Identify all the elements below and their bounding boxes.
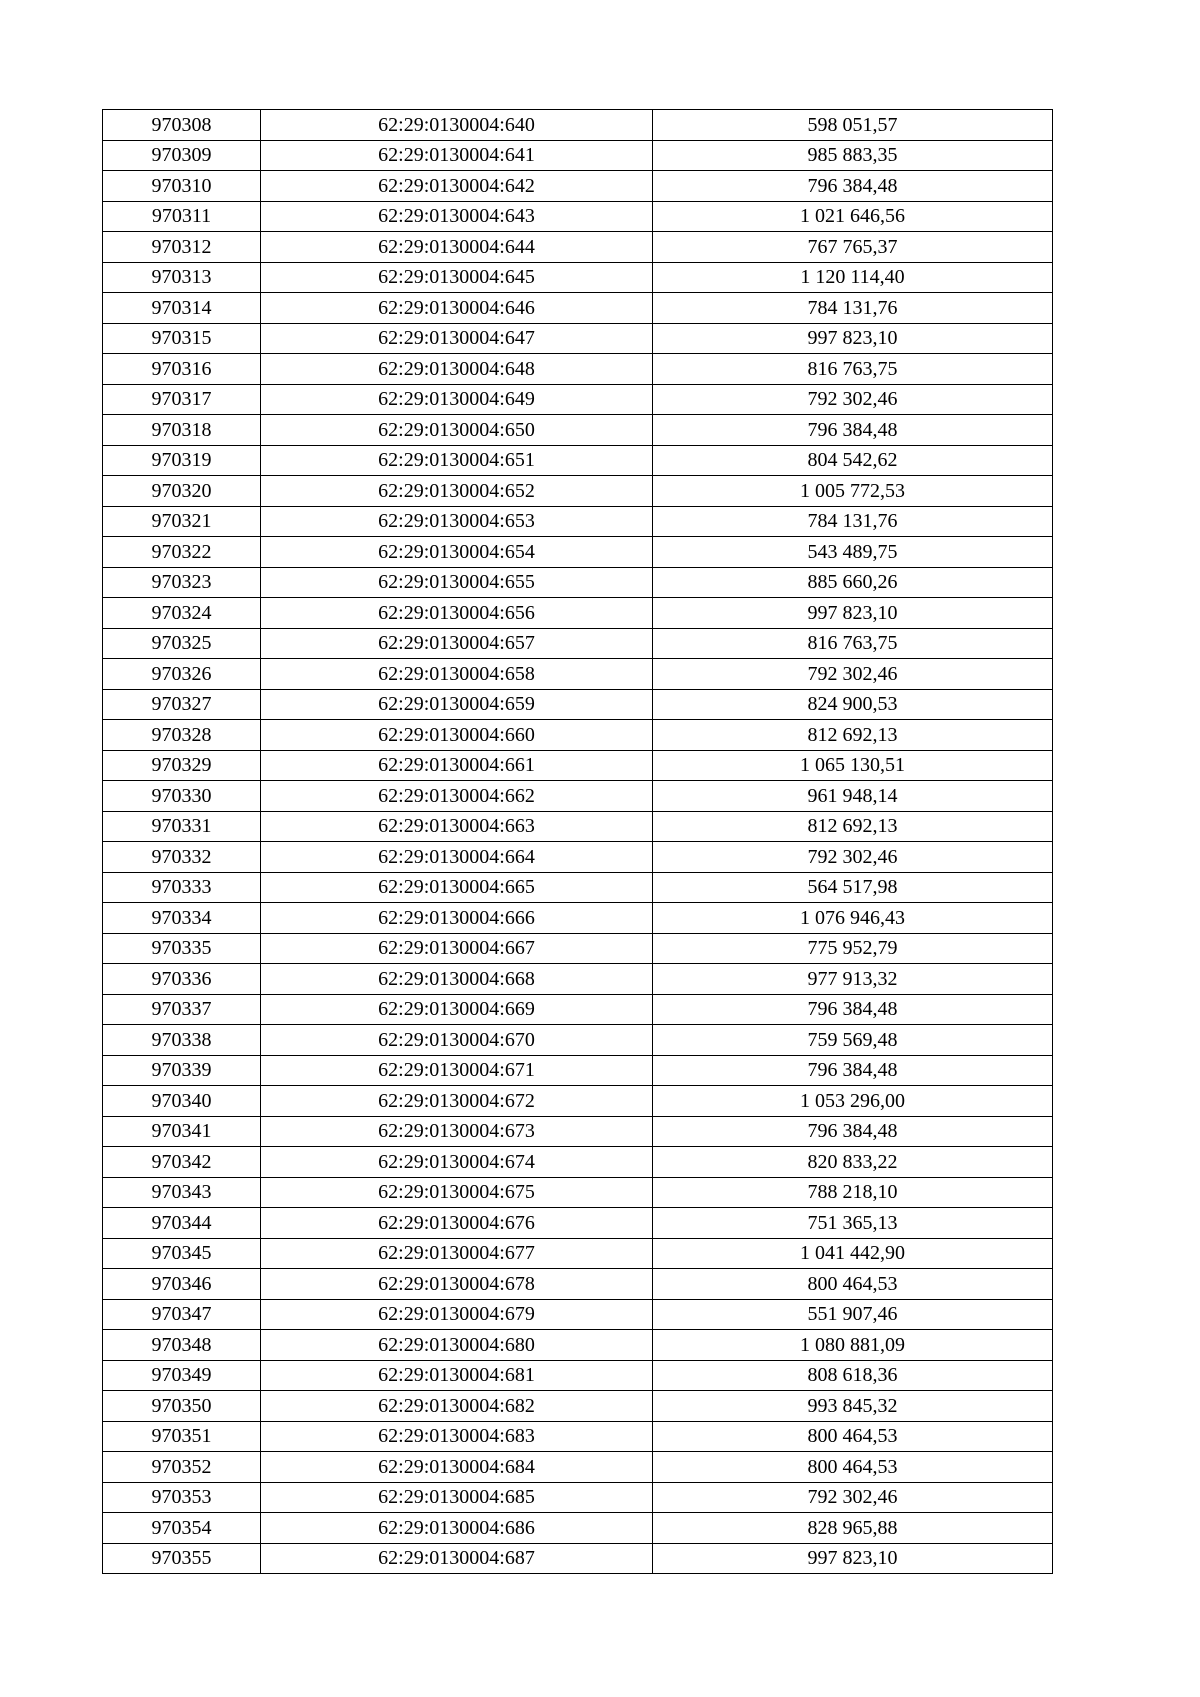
table-body (103, 110, 1053, 1574)
cadastral-value-cell: 759 569,48 (653, 1025, 1053, 1056)
cadastral-number-cell: 62:29:0130004:672 (261, 1086, 653, 1117)
cadastral-number-cell: 62:29:0130004:667 (261, 933, 653, 964)
cadastral-value-cell: 792 302,46 (653, 842, 1053, 873)
cadastral-number-cell: 62:29:0130004:640 (261, 110, 653, 141)
table-row (103, 567, 1053, 598)
table-row (103, 1513, 1053, 1544)
cadastral-value-cell: 812 692,13 (653, 811, 1053, 842)
table-row (103, 872, 1053, 903)
table-row (103, 1055, 1053, 1086)
cadastral-number-cell: 62:29:0130004:674 (261, 1147, 653, 1178)
row-number-cell: 970328 (103, 720, 261, 751)
table-row (103, 720, 1053, 751)
cadastral-number-cell: 62:29:0130004:657 (261, 628, 653, 659)
table-row (103, 1391, 1053, 1422)
row-number-cell: 970345 (103, 1238, 261, 1269)
row-number-cell: 970335 (103, 933, 261, 964)
cadastral-value-cell: 985 883,35 (653, 140, 1053, 171)
table-row (103, 1025, 1053, 1056)
row-number-cell: 970325 (103, 628, 261, 659)
table-row (103, 994, 1053, 1025)
cadastral-value-cell: 961 948,14 (653, 781, 1053, 812)
table-row (103, 1238, 1053, 1269)
row-number-cell: 970355 (103, 1543, 261, 1574)
cadastral-value-cell: 564 517,98 (653, 872, 1053, 903)
table-row (103, 293, 1053, 324)
cadastral-value-cell: 796 384,48 (653, 994, 1053, 1025)
table-row (103, 1543, 1053, 1574)
cadastral-value-cell: 824 900,53 (653, 689, 1053, 720)
cadastral-value-cell: 551 907,46 (653, 1299, 1053, 1330)
row-number-cell: 970317 (103, 384, 261, 415)
cadastral-value-cell: 792 302,46 (653, 659, 1053, 690)
table-row (103, 781, 1053, 812)
row-number-cell: 970354 (103, 1513, 261, 1544)
row-number-cell: 970312 (103, 232, 261, 263)
cadastral-value-cell: 1 080 881,09 (653, 1330, 1053, 1361)
row-number-cell: 970320 (103, 476, 261, 507)
cadastral-value-cell: 775 952,79 (653, 933, 1053, 964)
cadastral-value-cell: 997 823,10 (653, 1543, 1053, 1574)
cadastral-number-cell: 62:29:0130004:658 (261, 659, 653, 690)
table-row (103, 384, 1053, 415)
row-number-cell: 970339 (103, 1055, 261, 1086)
table-row (103, 110, 1053, 141)
table-row (103, 140, 1053, 171)
cadastral-number-cell: 62:29:0130004:656 (261, 598, 653, 629)
cadastral-number-cell: 62:29:0130004:677 (261, 1238, 653, 1269)
table-row (103, 415, 1053, 446)
cadastral-number-cell: 62:29:0130004:670 (261, 1025, 653, 1056)
cadastral-value-cell: 977 913,32 (653, 964, 1053, 995)
cadastral-value-cell: 828 965,88 (653, 1513, 1053, 1544)
row-number-cell: 970329 (103, 750, 261, 781)
table-row (103, 811, 1053, 842)
cadastral-value-cell: 800 464,53 (653, 1269, 1053, 1300)
table-row (103, 1116, 1053, 1147)
row-number-cell: 970334 (103, 903, 261, 934)
row-number-cell: 970342 (103, 1147, 261, 1178)
table-row (103, 598, 1053, 629)
table-row (103, 1482, 1053, 1513)
table-row (103, 903, 1053, 934)
row-number-cell: 970338 (103, 1025, 261, 1056)
cadastral-number-cell: 62:29:0130004:651 (261, 445, 653, 476)
table-row (103, 1269, 1053, 1300)
cadastral-number-cell: 62:29:0130004:661 (261, 750, 653, 781)
cadastral-value-cell: 788 218,10 (653, 1177, 1053, 1208)
cadastral-value-cell: 751 365,13 (653, 1208, 1053, 1239)
cadastral-number-cell: 62:29:0130004:683 (261, 1421, 653, 1452)
table-row (103, 964, 1053, 995)
cadastral-value-cell: 796 384,48 (653, 171, 1053, 202)
table-row (103, 659, 1053, 690)
row-number-cell: 970308 (103, 110, 261, 141)
cadastral-number-cell: 62:29:0130004:685 (261, 1482, 653, 1513)
cadastral-value-cell: 816 763,75 (653, 354, 1053, 385)
cadastral-value-cell: 993 845,32 (653, 1391, 1053, 1422)
cadastral-value-cell: 543 489,75 (653, 537, 1053, 568)
cadastral-number-cell: 62:29:0130004:642 (261, 171, 653, 202)
cadastral-number-cell: 62:29:0130004:680 (261, 1330, 653, 1361)
cadastral-number-cell: 62:29:0130004:687 (261, 1543, 653, 1574)
row-number-cell: 970331 (103, 811, 261, 842)
table-row (103, 1360, 1053, 1391)
cadastral-number-cell: 62:29:0130004:662 (261, 781, 653, 812)
row-number-cell: 970311 (103, 201, 261, 232)
table-row (103, 1330, 1053, 1361)
cadastral-value-cell: 820 833,22 (653, 1147, 1053, 1178)
row-number-cell: 970333 (103, 872, 261, 903)
cadastral-number-cell: 62:29:0130004:660 (261, 720, 653, 751)
cadastral-number-cell: 62:29:0130004:679 (261, 1299, 653, 1330)
table-row (103, 1147, 1053, 1178)
cadastral-number-cell: 62:29:0130004:671 (261, 1055, 653, 1086)
cadastral-value-cell: 796 384,48 (653, 1116, 1053, 1147)
row-number-cell: 970327 (103, 689, 261, 720)
cadastral-number-cell: 62:29:0130004:643 (261, 201, 653, 232)
table-row (103, 842, 1053, 873)
cadastral-value-cell: 1 041 442,90 (653, 1238, 1053, 1269)
cadastral-value-cell: 808 618,36 (653, 1360, 1053, 1391)
row-number-cell: 970316 (103, 354, 261, 385)
row-number-cell: 970313 (103, 262, 261, 293)
table-row (103, 537, 1053, 568)
row-number-cell: 970315 (103, 323, 261, 354)
cadastral-value-cell: 796 384,48 (653, 415, 1053, 446)
table-row (103, 171, 1053, 202)
cadastral-value-cell: 812 692,13 (653, 720, 1053, 751)
cadastral-value-cell: 800 464,53 (653, 1452, 1053, 1483)
cadastral-value-cell: 1 005 772,53 (653, 476, 1053, 507)
table-row (103, 201, 1053, 232)
cadastral-number-cell: 62:29:0130004:663 (261, 811, 653, 842)
row-number-cell: 970332 (103, 842, 261, 873)
cadastral-number-cell: 62:29:0130004:654 (261, 537, 653, 568)
cadastral-number-cell: 62:29:0130004:645 (261, 262, 653, 293)
row-number-cell: 970341 (103, 1116, 261, 1147)
table-row (103, 1299, 1053, 1330)
cadastral-number-cell: 62:29:0130004:664 (261, 842, 653, 873)
cadastral-number-cell: 62:29:0130004:668 (261, 964, 653, 995)
row-number-cell: 970310 (103, 171, 261, 202)
cadastral-number-cell: 62:29:0130004:646 (261, 293, 653, 324)
cadastral-value-cell: 1 065 130,51 (653, 750, 1053, 781)
row-number-cell: 970343 (103, 1177, 261, 1208)
table-row (103, 1177, 1053, 1208)
cadastral-value-cell: 1 076 946,43 (653, 903, 1053, 934)
table-row (103, 232, 1053, 263)
cadastral-number-cell: 62:29:0130004:669 (261, 994, 653, 1025)
row-number-cell: 970352 (103, 1452, 261, 1483)
cadastral-number-cell: 62:29:0130004:681 (261, 1360, 653, 1391)
cadastral-number-cell: 62:29:0130004:682 (261, 1391, 653, 1422)
cadastral-number-cell: 62:29:0130004:647 (261, 323, 653, 354)
cadastral-value-table (102, 109, 1053, 1574)
cadastral-number-cell: 62:29:0130004:644 (261, 232, 653, 263)
cadastral-number-cell: 62:29:0130004:641 (261, 140, 653, 171)
table-row (103, 445, 1053, 476)
row-number-cell: 970322 (103, 537, 261, 568)
row-number-cell: 970346 (103, 1269, 261, 1300)
row-number-cell: 970324 (103, 598, 261, 629)
table-row (103, 323, 1053, 354)
cadastral-number-cell: 62:29:0130004:676 (261, 1208, 653, 1239)
row-number-cell: 970353 (103, 1482, 261, 1513)
cadastral-number-cell: 62:29:0130004:649 (261, 384, 653, 415)
table-row (103, 689, 1053, 720)
row-number-cell: 970326 (103, 659, 261, 690)
cadastral-value-cell: 598 051,57 (653, 110, 1053, 141)
cadastral-value-cell: 816 763,75 (653, 628, 1053, 659)
row-number-cell: 970348 (103, 1330, 261, 1361)
row-number-cell: 970336 (103, 964, 261, 995)
table-row (103, 476, 1053, 507)
row-number-cell: 970350 (103, 1391, 261, 1422)
row-number-cell: 970337 (103, 994, 261, 1025)
cadastral-value-cell: 792 302,46 (653, 384, 1053, 415)
cadastral-number-cell: 62:29:0130004:665 (261, 872, 653, 903)
table-row (103, 628, 1053, 659)
cadastral-value-cell: 997 823,10 (653, 598, 1053, 629)
cadastral-number-cell: 62:29:0130004:653 (261, 506, 653, 537)
cadastral-value-cell: 1 120 114,40 (653, 262, 1053, 293)
table-row (103, 354, 1053, 385)
row-number-cell: 970351 (103, 1421, 261, 1452)
row-number-cell: 970309 (103, 140, 261, 171)
row-number-cell: 970349 (103, 1360, 261, 1391)
table-row (103, 750, 1053, 781)
row-number-cell: 970347 (103, 1299, 261, 1330)
cadastral-number-cell: 62:29:0130004:650 (261, 415, 653, 446)
table-row (103, 1452, 1053, 1483)
cadastral-value-cell: 800 464,53 (653, 1421, 1053, 1452)
row-number-cell: 970330 (103, 781, 261, 812)
cadastral-number-cell: 62:29:0130004:648 (261, 354, 653, 385)
cadastral-number-cell: 62:29:0130004:673 (261, 1116, 653, 1147)
table-row (103, 1086, 1053, 1117)
table-row (103, 506, 1053, 537)
cadastral-value-cell: 1 021 646,56 (653, 201, 1053, 232)
table-row (103, 1208, 1053, 1239)
cadastral-number-cell: 62:29:0130004:684 (261, 1452, 653, 1483)
row-number-cell: 970314 (103, 293, 261, 324)
cadastral-value-cell: 1 053 296,00 (653, 1086, 1053, 1117)
table-row (103, 1421, 1053, 1452)
cadastral-number-cell: 62:29:0130004:675 (261, 1177, 653, 1208)
cadastral-number-cell: 62:29:0130004:659 (261, 689, 653, 720)
row-number-cell: 970340 (103, 1086, 261, 1117)
cadastral-number-cell: 62:29:0130004:666 (261, 903, 653, 934)
cadastral-number-cell: 62:29:0130004:655 (261, 567, 653, 598)
cadastral-value-cell: 784 131,76 (653, 506, 1053, 537)
table-row (103, 262, 1053, 293)
cadastral-value-cell: 792 302,46 (653, 1482, 1053, 1513)
cadastral-value-cell: 804 542,62 (653, 445, 1053, 476)
row-number-cell: 970323 (103, 567, 261, 598)
cadastral-value-cell: 997 823,10 (653, 323, 1053, 354)
table-row (103, 933, 1053, 964)
cadastral-number-cell: 62:29:0130004:652 (261, 476, 653, 507)
row-number-cell: 970318 (103, 415, 261, 446)
row-number-cell: 970344 (103, 1208, 261, 1239)
row-number-cell: 970321 (103, 506, 261, 537)
cadastral-value-cell: 784 131,76 (653, 293, 1053, 324)
cadastral-value-cell: 885 660,26 (653, 567, 1053, 598)
cadastral-number-cell: 62:29:0130004:678 (261, 1269, 653, 1300)
row-number-cell: 970319 (103, 445, 261, 476)
cadastral-value-cell: 796 384,48 (653, 1055, 1053, 1086)
cadastral-value-cell: 767 765,37 (653, 232, 1053, 263)
cadastral-number-cell: 62:29:0130004:686 (261, 1513, 653, 1544)
